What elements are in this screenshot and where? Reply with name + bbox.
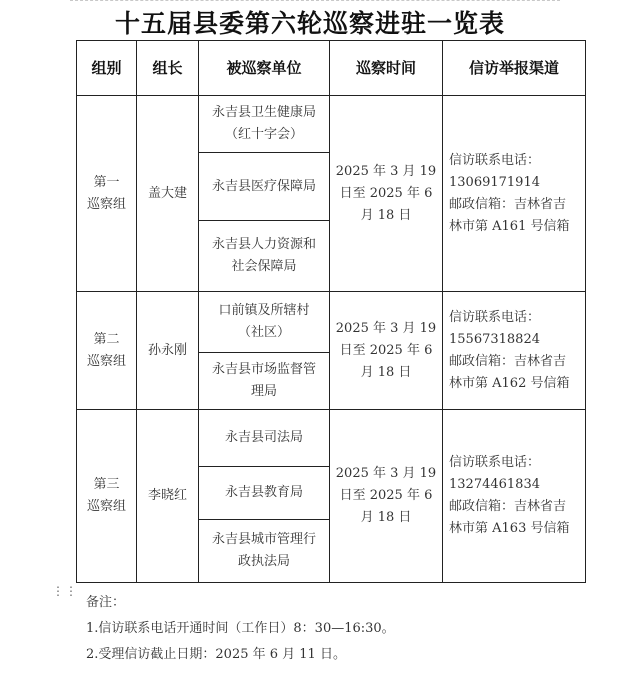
channel-phone: 13274461834: [449, 477, 540, 492]
group-name-line2: 巡察组: [86, 499, 126, 514]
table-row: [77, 410, 586, 467]
period-line: 日至 2025 年 6: [339, 488, 433, 503]
note-item: 2.受理信访截止日期：2025 年 6 月 11 日。: [86, 647, 346, 662]
group-cell: [77, 410, 137, 583]
unit-line: 永吉县城市管理行: [211, 532, 316, 547]
unit-line: 永吉县人力资源和: [211, 237, 316, 252]
group-name-line1: 第一: [93, 174, 120, 190]
header-period: 巡察时间: [330, 41, 443, 96]
inspection-roster-table: [76, 40, 586, 583]
note-item: 1.信访联系电话开通时间（工作日）8：30—16:30。: [86, 621, 395, 636]
channel-line: 邮政信箱：吉林省吉: [449, 196, 567, 212]
channel-line: 邮政信箱：吉林省吉: [449, 353, 567, 369]
period-line: 日至 2025 年 6: [339, 185, 433, 201]
channel-phone: 15567318824: [449, 331, 540, 347]
unit-cell: [199, 353, 330, 410]
leader-cell: 孙永刚: [137, 292, 199, 410]
drag-handle-icon[interactable]: ⋮⋮: [52, 584, 78, 598]
period-line: 月 18 日: [360, 364, 412, 380]
group-name-line2: 巡察组: [86, 353, 126, 369]
period-line: 月 18 日: [360, 510, 412, 525]
table-row: [77, 292, 586, 353]
group-cell: [77, 292, 137, 410]
leader-cell: 盖大建: [137, 96, 199, 292]
page-top-margin-line: [70, 0, 560, 1]
header-leader: 组长: [137, 41, 199, 96]
channel-line: 林市第 A162 号信箱: [449, 375, 570, 391]
unit-line: 永吉县医疗保障局: [211, 178, 316, 194]
unit-cell: [199, 467, 330, 520]
period-line: 2025 年 3 月 19: [335, 466, 437, 481]
period-line: 2025 年 3 月 19: [335, 163, 437, 179]
unit-cell: [199, 153, 330, 221]
unit-line: 永吉县市场监督管: [211, 362, 316, 377]
notes-section: [86, 590, 395, 668]
group-name-line1: 第三: [93, 477, 120, 492]
channel-cell: [443, 410, 586, 583]
group-name-line1: 第二: [93, 331, 120, 347]
document-title: 十五届县委第六轮巡察进驻一览表: [114, 9, 505, 38]
unit-line: 口前镇及所辖村: [218, 303, 310, 318]
header-unit: 被巡察单位: [199, 41, 330, 96]
channel-cell: [443, 292, 586, 410]
period-cell: [330, 410, 443, 583]
leader-cell: 李晓红: [137, 410, 199, 583]
channel-line: 林市第 A163 号信箱: [449, 521, 570, 536]
channel-line: 信访联系电话：: [449, 455, 541, 470]
unit-line: （社区）: [237, 325, 290, 340]
unit-cell: [199, 520, 330, 583]
channel-cell: [443, 96, 586, 292]
unit-line: 永吉县卫生健康局: [211, 105, 316, 120]
unit-line: 社会保障局: [231, 259, 297, 274]
unit-line: 永吉县司法局: [224, 430, 303, 445]
unit-line: 政执法局: [237, 554, 290, 569]
period-line: 2025 年 3 月 19: [335, 320, 437, 336]
channel-line: 林市第 A161 号信箱: [449, 218, 570, 234]
unit-line: 永吉县教育局: [224, 485, 303, 500]
unit-cell: [199, 221, 330, 292]
table-header-row: [77, 41, 586, 96]
channel-line: 邮政信箱：吉林省吉: [449, 499, 567, 514]
period-line: 月 18 日: [360, 207, 412, 223]
channel-line: 信访联系电话：: [449, 309, 541, 325]
unit-cell: [199, 292, 330, 353]
unit-line: 理局: [250, 384, 277, 399]
group-name-line2: 巡察组: [86, 196, 126, 212]
header-channel: 信访举报渠道: [443, 41, 586, 96]
unit-cell: [199, 410, 330, 467]
period-line: 日至 2025 年 6: [339, 342, 433, 358]
table-row: [77, 96, 586, 153]
unit-line: （红十字会）: [224, 127, 303, 142]
channel-phone: 13069171914: [449, 174, 540, 190]
channel-line: 信访联系电话：: [449, 152, 541, 168]
notes-heading: 备注：: [86, 595, 126, 610]
period-cell: [330, 292, 443, 410]
group-cell: [77, 96, 137, 292]
unit-cell: [199, 96, 330, 153]
period-cell: [330, 96, 443, 292]
header-group: 组别: [77, 41, 137, 96]
